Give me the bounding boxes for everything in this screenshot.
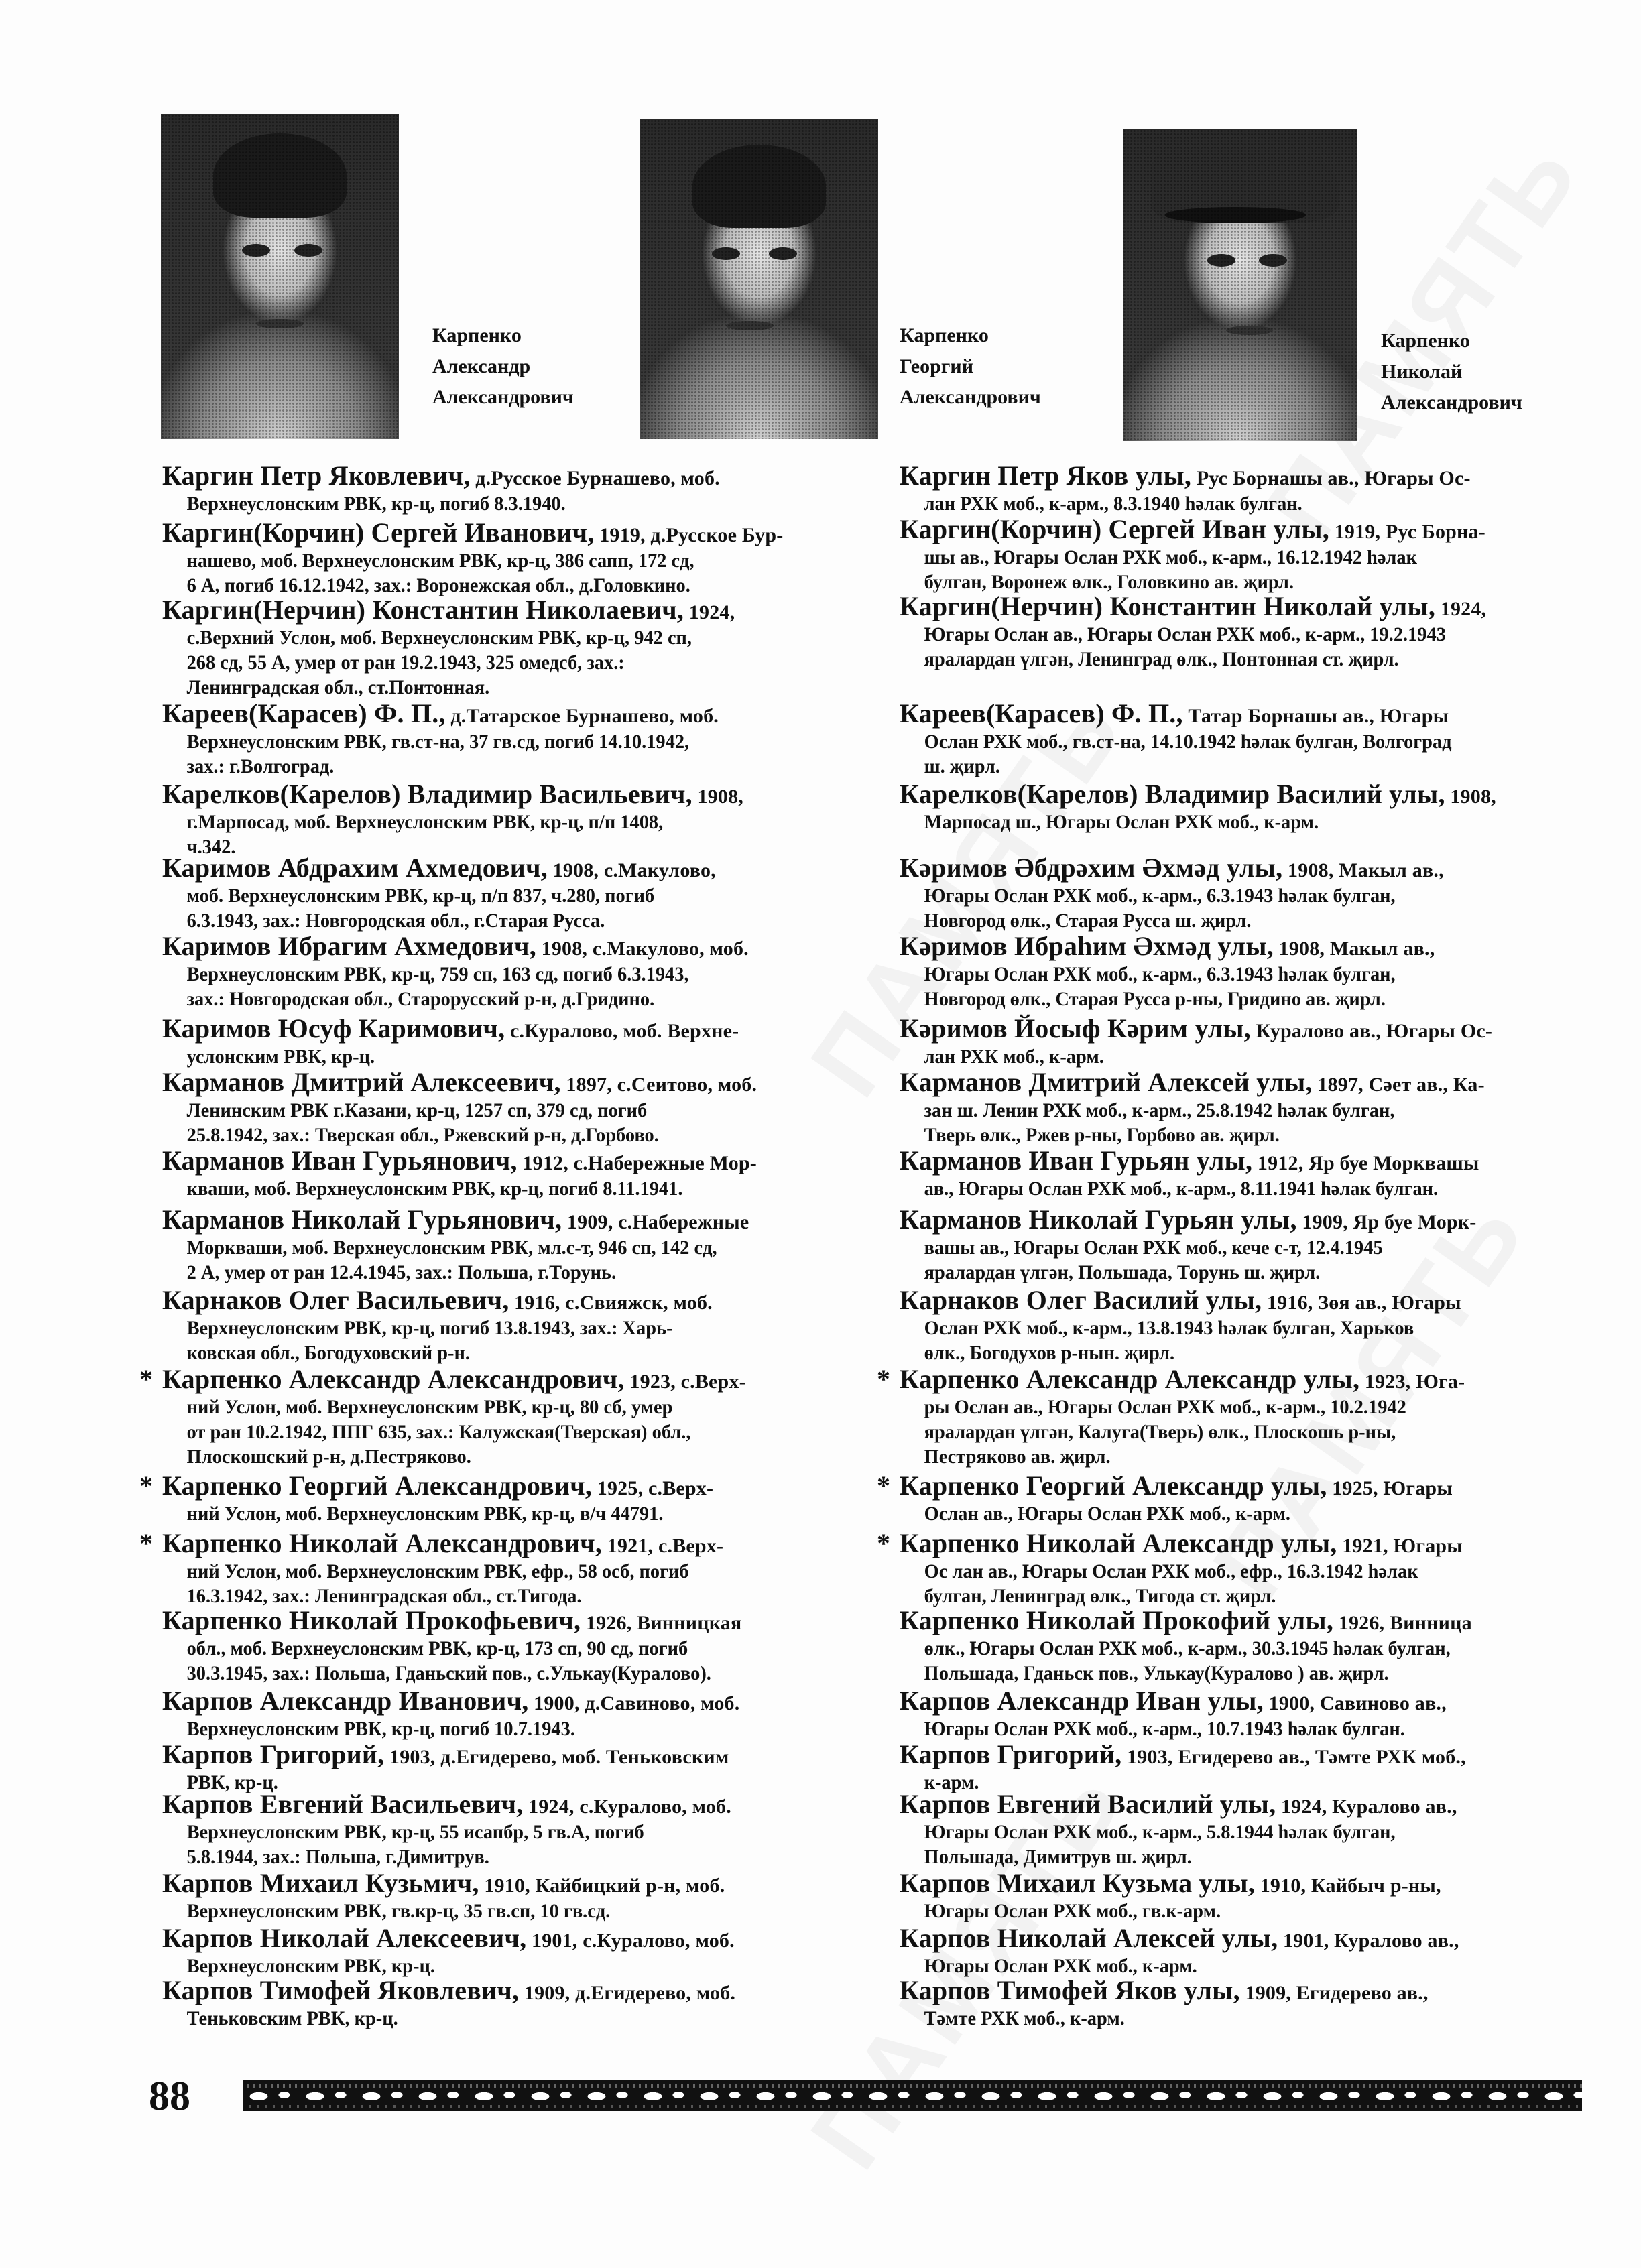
entry-details-line: 6 А, погиб 16.12.1942, зах.: Воронежская обл., д.Головкино. bbox=[186, 575, 690, 596]
entry-details-line: яралардан үлгән, Польшада, Торунь ш. җирл. bbox=[924, 1262, 1321, 1283]
entry-details-line: булган, Ленинград өлк., Тигода ст. җирл. bbox=[924, 1586, 1276, 1607]
person-name: Кареев(Карасев) Ф. П., bbox=[900, 698, 1183, 729]
person-name: Карманов Николай Гурьянович, bbox=[162, 1204, 562, 1235]
portrait-photo-3 bbox=[1123, 129, 1357, 441]
memorial-entry bbox=[900, 1870, 1590, 1924]
person-name: Карпов Александр Иван улы, bbox=[900, 1686, 1264, 1716]
entry-details-line: Верхнеуслонским РВК, гв.ст-на, 37 гв.сд, погиб 14.10.1942, bbox=[186, 731, 690, 753]
entry-heading bbox=[162, 1791, 853, 1820]
memorial-entry bbox=[900, 462, 1590, 517]
entry-heading bbox=[162, 1530, 853, 1560]
entry-details-line: к-арм. bbox=[924, 1772, 979, 1793]
entry-details-start: 1908, bbox=[1445, 785, 1496, 808]
portrait-photo-2 bbox=[640, 119, 878, 439]
entry-details-line: 5.8.1944, зах.: Польша, г.Димитрув. bbox=[186, 1846, 489, 1868]
entry-details-start: 1924, с.Куралово, моб. bbox=[523, 1796, 731, 1818]
person-name: Карпов Евгений Васильевич, bbox=[162, 1789, 524, 1819]
entry-heading bbox=[900, 933, 1590, 962]
entry-details-line: ш. җирл. bbox=[924, 756, 1000, 777]
photo-caption-1: Карпенко Александр Александрович bbox=[432, 324, 574, 408]
memorial-entry bbox=[900, 700, 1590, 779]
entry-details-line: зан ш. Ленин РХК моб., к-арм., 25.8.1942 һәлак булган, bbox=[924, 1100, 1395, 1121]
entry-details-line: обл., моб. Верхнеуслонским РВК, кр-ц, 173 сп, 90 сд, погиб bbox=[186, 1638, 688, 1659]
entry-heading bbox=[162, 1925, 853, 1954]
entry-details-line: г.Марпосад, моб. Верхнеуслонским РВК, кр-ц, п/п 1408, bbox=[186, 812, 664, 833]
portrait-photo-1 bbox=[161, 114, 399, 439]
person-name: Каргин(Корчин) Сергей Иван улы, bbox=[900, 514, 1329, 544]
entry-heading bbox=[900, 1741, 1590, 1771]
entry-details-line: Верхнеуслонским РВК, кр-ц. bbox=[186, 1956, 435, 1977]
person-name: Карпенко Георгий Александр улы, bbox=[900, 1470, 1327, 1501]
asterisk-marker-icon: * bbox=[139, 1528, 153, 1558]
entry-details-start: 1909, Егидерево ав., bbox=[1239, 1982, 1429, 2004]
person-name: Карпов Григорий, bbox=[900, 1739, 1122, 1769]
entry-details-line: Верхнеуслонским РВК, гв.кр-ц, 35 гв.сп, 10 гв.сд. bbox=[186, 1901, 611, 1922]
entry-details-line: Польшада, Димитрув ш. җирл. bbox=[924, 1846, 1192, 1868]
person-name: Кареев(Карасев) Ф. П., bbox=[162, 698, 446, 729]
person-name: Карпенко Николай Прокофьевич, bbox=[162, 1605, 581, 1635]
entry-details-line: шы ав., Югары Ослан РХК моб., к-арм., 16.12.1942 һәлак bbox=[924, 547, 1417, 568]
person-name: Карелков(Карелов) Владимир Василий улы, bbox=[900, 779, 1445, 809]
person-name: Карманов Дмитрий Алексей улы, bbox=[900, 1067, 1313, 1097]
memorial-entry bbox=[162, 1925, 853, 1979]
entry-heading bbox=[162, 1870, 853, 1899]
memorial-entry bbox=[162, 1977, 853, 2031]
memorial-entry bbox=[900, 1688, 1590, 1742]
entry-details-line: с.Верхний Услон, моб. Верхнеуслонским РВК, кр-ц, 942 сп, bbox=[186, 627, 692, 649]
memorial-entry bbox=[900, 1925, 1590, 1979]
entry-details-line: Ослан РХК моб., гв.ст-на, 14.10.1942 һәлак булган, Волгоград bbox=[924, 731, 1452, 753]
entry-details-line: өлк., Югары Ослан РХК моб., к-арм., 30.3.1945 һәлак булган, bbox=[924, 1638, 1451, 1659]
entry-details-line: 25.8.1942, зах.: Тверская обл., Ржевский р-н, д.Горбово. bbox=[186, 1125, 659, 1146]
person-name: Карпенко Николай Прокофий улы, bbox=[900, 1605, 1334, 1635]
entry-heading bbox=[162, 933, 853, 962]
entry-details-start: 1921, Югары bbox=[1337, 1535, 1463, 1557]
person-name: Карпенко Александр Александр улы, bbox=[900, 1364, 1360, 1394]
entry-heading bbox=[162, 1472, 853, 1502]
person-name: Карпенко Николай Александр улы, bbox=[900, 1528, 1337, 1558]
entry-heading bbox=[900, 1607, 1590, 1637]
memorial-entry bbox=[162, 596, 853, 700]
entry-details-line: Ослан ав., Югары Ослан РХК моб., к-арм. bbox=[924, 1503, 1290, 1525]
entry-details-line: Югары Ослан РХК моб., к-арм., 6.3.1943 һәлак булган, bbox=[924, 964, 1396, 985]
memorial-entry bbox=[162, 1147, 853, 1202]
entry-details-line: 30.3.1945, зах.: Польша, Гданьский пов., с.Улькау(Куралово). bbox=[186, 1663, 711, 1684]
entry-details-start: 1900, Савиново ав., bbox=[1263, 1692, 1447, 1714]
entry-heading bbox=[900, 462, 1590, 492]
memorial-entry bbox=[162, 1206, 853, 1285]
entry-details-start: 1925, с.Верх- bbox=[592, 1477, 714, 1499]
entry-details-start: 1910, Кайбыч р-ны, bbox=[1255, 1875, 1441, 1897]
entry-heading bbox=[900, 1287, 1590, 1316]
entry-details-start: 1924, bbox=[1435, 598, 1487, 620]
person-name: Карпов Григорий, bbox=[162, 1739, 385, 1769]
memorial-entry bbox=[900, 781, 1590, 835]
asterisk-marker-icon: * bbox=[139, 1470, 153, 1501]
entry-heading bbox=[162, 1688, 853, 1717]
entry-heading bbox=[162, 700, 853, 730]
memorial-entry bbox=[162, 519, 853, 598]
person-name: Каримов Ибрагим Ахмедович, bbox=[162, 931, 536, 961]
entry-heading bbox=[900, 1791, 1590, 1820]
entry-details-line: ний Услон, моб. Верхнеуслонским РВК, ефр., 58 осб, погиб bbox=[186, 1561, 689, 1582]
entry-details-line: Ленинским РВК г.Казани, кр-ц, 1257 сп, 379 сд, погиб bbox=[186, 1100, 648, 1121]
memorial-entry bbox=[900, 1147, 1590, 1202]
entry-details-line: Новгород өлк., Старая Русса ш. җирл. bbox=[924, 910, 1252, 932]
entry-heading bbox=[900, 516, 1590, 546]
entry-details-line: услонским РВК, кр-ц. bbox=[186, 1046, 375, 1068]
person-name: Карпов Михаил Кузьмич, bbox=[162, 1868, 479, 1898]
entry-details-start: 1909, д.Егидерево, моб. bbox=[519, 1982, 736, 2004]
person-name: Кәримов Ибраһим Әхмәд улы, bbox=[900, 931, 1274, 961]
memorial-entry bbox=[162, 1287, 853, 1366]
entry-details-start: 1916, Зөя ав., Югары bbox=[1262, 1292, 1461, 1314]
entry-details-line: Югары Ослан ав., Югары Ослан РХК моб., к-арм., 19.2.1943 bbox=[924, 624, 1446, 645]
entry-details-line: булган, Воронеж өлк., Головкино ав. җирл. bbox=[924, 572, 1294, 593]
entry-details-line: Ленинградская обл., ст.Понтонная. bbox=[186, 677, 490, 698]
entry-details-line: Верхнеуслонским РВК, кр-ц, 759 сп, 163 сд, погиб 6.3.1943, bbox=[186, 964, 689, 985]
person-name: Каримов Абдрахим Ахмедович, bbox=[162, 853, 548, 883]
entry-heading bbox=[162, 462, 853, 492]
memorial-entry bbox=[162, 1688, 853, 1742]
entry-details-line: зах.: Новгородская обл., Старорусский р-н, д.Гридино. bbox=[186, 989, 655, 1010]
person-name: Карманов Дмитрий Алексеевич, bbox=[162, 1067, 561, 1097]
memorial-entry bbox=[900, 1206, 1590, 1285]
entry-details-line: вашы ав., Югары Ослан РХК моб., кече с-т, 12.4.1945 bbox=[924, 1237, 1383, 1259]
entry-heading bbox=[900, 1472, 1590, 1502]
entry-details-line: Верхнеуслонским РВК, кр-ц, 55 исапбр, 5 гв.А, погиб bbox=[186, 1822, 644, 1843]
entry-details-start: 1909, Яр буе Морк- bbox=[1296, 1211, 1477, 1233]
entry-heading bbox=[900, 1015, 1590, 1045]
entry-details-line: Югары Ослан РХК моб., к-арм., 10.7.1943 һәлак булган. bbox=[924, 1718, 1405, 1740]
entry-heading bbox=[162, 781, 853, 810]
entry-details-start: с.Куралово, моб. Верхне- bbox=[505, 1020, 739, 1042]
entry-heading bbox=[900, 1069, 1590, 1098]
entry-details-line: ав., Югары Ослан РХК моб., к-арм., 8.11.1941 һәлак булган. bbox=[924, 1178, 1439, 1200]
entry-details-start: 1925, Югары bbox=[1327, 1477, 1453, 1499]
entry-heading bbox=[162, 596, 853, 626]
entry-details-line: ковская обл., Богодуховский р-н. bbox=[186, 1342, 470, 1364]
entry-heading bbox=[900, 700, 1590, 730]
entry-details-line: Верхнеуслонским РВК, кр-ц, погиб 8.3.1940. bbox=[186, 493, 566, 515]
entry-details-start: 1912, с.Набережные Мор- bbox=[517, 1152, 757, 1174]
memorial-entry bbox=[900, 1607, 1590, 1686]
entry-details-start: 1921, с.Верх- bbox=[602, 1535, 724, 1557]
memorial-entry bbox=[900, 1741, 1590, 1796]
memorial-entry bbox=[162, 462, 853, 517]
entry-details-line: яралардан үлгән, Ленинград өлк., Понтонная ст. җирл. bbox=[924, 649, 1399, 670]
person-name: Карпов Александр Иванович, bbox=[162, 1686, 529, 1716]
entry-details-start: 1924, Куралово ав., bbox=[1276, 1796, 1457, 1818]
entry-heading bbox=[162, 1287, 853, 1316]
entry-heading bbox=[900, 855, 1590, 884]
entry-details-start: 1908, Макыл ав., bbox=[1282, 859, 1444, 881]
entry-details-start: Куралово ав., Югары Ос- bbox=[1250, 1020, 1493, 1042]
entry-details-line: лан РХК моб., к-арм. bbox=[924, 1046, 1104, 1068]
entry-heading bbox=[900, 1366, 1590, 1395]
memorial-entry bbox=[900, 1287, 1590, 1366]
entry-heading bbox=[162, 1366, 853, 1395]
entry-details-line: Моркваши, моб. Верхнеуслонским РВК, мл.с-т, 946 сп, 142 сд, bbox=[186, 1237, 717, 1259]
entry-details-line: өлк., Богодухов р-нын. җирл. bbox=[924, 1342, 1175, 1364]
entry-details-line: Югары Ослан РХК моб., к-арм., 5.8.1944 һәлак булган, bbox=[924, 1822, 1396, 1843]
entry-details-start: 1901, Куралово ав., bbox=[1278, 1930, 1459, 1952]
person-name: Карпов Николай Алексей улы, bbox=[900, 1923, 1278, 1953]
entry-details-line: ний Услон, моб. Верхнеуслонским РВК, кр-ц, 80 сб, умер bbox=[186, 1397, 673, 1418]
memorial-entry bbox=[162, 855, 853, 934]
person-name: Каргин Петр Яковлевич, bbox=[162, 460, 471, 491]
entry-details-start: 1926, Винница bbox=[1333, 1612, 1472, 1634]
entry-details-line: Ослан РХК моб., к-арм., 13.8.1943 һәлак булган, Харьков bbox=[924, 1318, 1414, 1339]
entry-details-line: кваши, моб. Верхнеуслонским РВК, кр-ц, погиб 8.11.1941. bbox=[186, 1178, 683, 1200]
entry-details-start: 1919, д.Русское Бур- bbox=[594, 524, 784, 546]
entry-details-start: д.Татарское Бурнашево, моб. bbox=[445, 705, 719, 727]
entry-details-line: ний Услон, моб. Верхнеуслонским РВК, кр-ц, в/ч 44791. bbox=[186, 1503, 664, 1525]
person-name: Каримов Юсуф Каримович, bbox=[162, 1013, 505, 1044]
memorial-entry bbox=[162, 700, 853, 779]
person-name: Карнаков Олег Васильевич, bbox=[162, 1285, 509, 1315]
entry-details-line: Югары Ослан РХК моб., к-арм., 6.3.1943 һәлак булган, bbox=[924, 885, 1396, 907]
person-name: Карманов Иван Гурьянович, bbox=[162, 1145, 518, 1176]
entry-heading bbox=[162, 855, 853, 884]
entry-details-line: РВК, кр-ц. bbox=[186, 1772, 278, 1793]
entry-details-start: 1901, с.Куралово, моб. bbox=[526, 1930, 735, 1952]
photo-caption-2: Карпенко Георгий Александрович bbox=[900, 324, 1041, 408]
entry-heading bbox=[162, 1206, 853, 1236]
entry-details-start: 1897, Сәет ав., Ка- bbox=[1312, 1074, 1485, 1096]
memorial-entry bbox=[139, 1364, 853, 1470]
entry-heading bbox=[162, 1015, 853, 1045]
entry-details-start: 1923, Юга- bbox=[1359, 1371, 1465, 1393]
person-name: Кәримов Йосыф Кәрим улы, bbox=[900, 1013, 1251, 1044]
memorial-entry bbox=[162, 1069, 853, 1148]
entry-details-start: Татар Борнашы ав., Югары bbox=[1182, 705, 1449, 727]
entry-heading bbox=[900, 1870, 1590, 1899]
entry-details-start: Рус Борнашы ав., Югары Ос- bbox=[1191, 467, 1471, 489]
entry-heading bbox=[162, 519, 853, 549]
memorial-entry bbox=[877, 1364, 1590, 1470]
entry-details-line: от ран 10.2.1942, ППГ 635, зах.: Калужская(Тверская) обл., bbox=[186, 1422, 691, 1443]
memorial-entry bbox=[900, 1791, 1590, 1870]
entry-details-start: 1916, с.Свияжск, моб. bbox=[509, 1292, 713, 1314]
entry-details-line: Новгород өлк., Старая Русса р-ны, Гридино ав. җирл. bbox=[924, 989, 1386, 1010]
entry-details-line: 2 А, умер от ран 12.4.1945, зах.: Польша, г.Торунь. bbox=[186, 1262, 617, 1283]
person-name: Карпов Тимофей Яков улы, bbox=[900, 1975, 1240, 2005]
entry-details-line: Плоскошский р-н, д.Пестряково. bbox=[186, 1446, 471, 1468]
entry-details-start: 1909, с.Набережные bbox=[562, 1211, 749, 1233]
person-name: Каргин Петр Яков улы, bbox=[900, 460, 1192, 491]
entry-details-line: Пестряково ав. җирл. bbox=[924, 1446, 1111, 1468]
entry-details-line: моб. Верхнеуслонским РВК, кр-ц, п/п 837, ч.280, погиб bbox=[186, 885, 655, 907]
person-name: Карелков(Карелов) Владимир Васильевич, bbox=[162, 779, 692, 809]
entry-details-line: лан РХК моб., к-арм., 8.3.1940 һәлак булган. bbox=[924, 493, 1302, 515]
entry-details-start: 1919, Рус Борна- bbox=[1329, 521, 1485, 543]
entry-heading bbox=[900, 1977, 1590, 2007]
entry-details-line: Югары Ослан РХК моб., гв.к-арм. bbox=[924, 1901, 1221, 1922]
entry-details-start: 1908, с.Макулово, моб. bbox=[536, 938, 749, 960]
person-name: Каргин(Нерчин) Константин Николаевич, bbox=[162, 594, 684, 625]
entry-details-line: Марпосад ш., Югары Ослан РХК моб., к-арм. bbox=[924, 812, 1319, 833]
entry-details-line: Югары Ослан РХК моб., к-арм. bbox=[924, 1956, 1197, 1977]
memorial-entry bbox=[162, 933, 853, 1012]
person-name: Каргин(Корчин) Сергей Иванович, bbox=[162, 517, 595, 548]
entry-heading bbox=[162, 1069, 853, 1098]
memorial-entry bbox=[162, 1607, 853, 1686]
person-name: Карпов Евгений Василий улы, bbox=[900, 1789, 1276, 1819]
entry-details-start: 1897, с.Сеитово, моб. bbox=[560, 1074, 757, 1096]
memorial-entry bbox=[900, 516, 1590, 595]
entry-heading bbox=[900, 593, 1590, 623]
memorial-entry bbox=[900, 1977, 1590, 2031]
entry-heading bbox=[162, 1147, 853, 1177]
entry-details-line: 16.3.1942, зах.: Ленинградская обл., ст.Тигода. bbox=[186, 1586, 582, 1607]
entry-heading bbox=[900, 1147, 1590, 1177]
entry-details-line: яралардан үлгән, Калуга(Тверь) өлк., Плоскошь р-ны, bbox=[924, 1422, 1396, 1443]
memorial-entry bbox=[877, 1528, 1590, 1609]
entry-details-line: Тверь өлк., Ржев р-ны, Горбово ав. җирл. bbox=[924, 1125, 1280, 1146]
entry-heading bbox=[162, 1741, 853, 1771]
entry-details-start: 1908, Макыл ав., bbox=[1273, 938, 1435, 960]
memorial-entry bbox=[900, 1015, 1590, 1070]
person-name: Каргин(Нерчин) Константин Николай улы, bbox=[900, 591, 1436, 621]
person-name: Карнаков Олег Василий улы, bbox=[900, 1285, 1262, 1315]
entry-heading bbox=[900, 781, 1590, 810]
entry-details-start: д.Русское Бурнашево, моб. bbox=[470, 467, 720, 489]
photo-caption-3: Карпенко Николай Александрович bbox=[1381, 330, 1522, 414]
entry-details-start: 1912, Яр буе Морквашы bbox=[1252, 1152, 1479, 1174]
person-name: Карманов Иван Гурьян улы, bbox=[900, 1145, 1253, 1176]
entry-details-line: зах.: г.Волгоград. bbox=[186, 756, 335, 777]
entry-details-line: Ос лан ав., Югары Ослан РХК моб., ефр., 16.3.1942 һәлак bbox=[924, 1561, 1418, 1582]
memorial-entry bbox=[162, 1741, 853, 1796]
entry-details-line: Польшада, Гданьск пов., Улькау(Куралово ) ав. җирл. bbox=[924, 1663, 1389, 1684]
entry-details-line: нашево, моб. Верхнеуслонским РВК, кр-ц, 386 сапп, 172 сд, bbox=[186, 550, 694, 572]
entry-heading bbox=[162, 1977, 853, 2007]
entry-details-start: 1908, bbox=[692, 785, 743, 808]
entry-details-line: ч.342. bbox=[186, 836, 236, 858]
memorial-entry bbox=[162, 1015, 853, 1070]
memorial-entry bbox=[162, 1791, 853, 1870]
entry-details-line: 6.3.1943, зах.: Новгородская обл., г.Старая Русса. bbox=[186, 910, 605, 932]
entry-heading bbox=[900, 1530, 1590, 1560]
person-name: Карпенко Георгий Александрович, bbox=[162, 1470, 593, 1501]
person-name: Карпенко Николай Александрович, bbox=[162, 1528, 603, 1558]
memorial-entry bbox=[139, 1528, 853, 1609]
asterisk-marker-icon: * bbox=[877, 1528, 890, 1558]
person-name: Карпенко Александр Александрович, bbox=[162, 1364, 625, 1394]
memorial-entry bbox=[139, 1470, 853, 1527]
entry-details-start: 1910, Кайбицкий р-н, моб. bbox=[479, 1875, 725, 1897]
entry-details-line: Верхнеуслонским РВК, кр-ц, погиб 13.8.1943, зах.: Харь- bbox=[186, 1318, 673, 1339]
memorial-entry bbox=[900, 855, 1590, 934]
entry-details-line: Верхнеуслонским РВК, кр-ц, погиб 10.7.1943. bbox=[186, 1718, 575, 1740]
entry-heading bbox=[162, 1607, 853, 1637]
asterisk-marker-icon: * bbox=[139, 1364, 153, 1394]
entry-details-line: 268 сд, 55 А, умер от ран 19.2.1943, 325 омедсб, зах.: bbox=[186, 652, 625, 674]
asterisk-marker-icon: * bbox=[877, 1470, 890, 1501]
entry-heading bbox=[900, 1206, 1590, 1236]
entry-details-start: 1900, д.Савиново, моб. bbox=[528, 1692, 740, 1714]
memorial-entry bbox=[877, 1470, 1590, 1527]
entry-details-start: 1903, д.Егидерево, моб. Теньковским bbox=[384, 1746, 729, 1768]
memorial-entry bbox=[162, 781, 853, 860]
entry-details-line: Тәмте РХК моб., к-арм. bbox=[924, 2008, 1125, 2029]
entry-details-start: 1903, Егидерево ав., Тәмте РХК моб., bbox=[1121, 1746, 1466, 1768]
ornamental-border bbox=[243, 2080, 1582, 2111]
person-name: Карманов Николай Гурьян улы, bbox=[900, 1204, 1297, 1235]
page-number: 88 bbox=[149, 2074, 190, 2119]
memorial-entry bbox=[900, 593, 1590, 672]
entry-details-start: 1908, с.Макулово, bbox=[547, 859, 716, 881]
entry-heading bbox=[900, 1925, 1590, 1954]
asterisk-marker-icon: * bbox=[877, 1364, 890, 1394]
entry-details-start: 1923, с.Верх- bbox=[624, 1371, 746, 1393]
entry-heading bbox=[900, 1688, 1590, 1717]
person-name: Кәримов Әбдрәхим Әхмәд улы, bbox=[900, 853, 1283, 883]
memorial-entry bbox=[900, 1069, 1590, 1148]
person-name: Карпов Михаил Кузьма улы, bbox=[900, 1868, 1256, 1898]
entry-details-line: ры Ослан ав., Югары Ослан РХК моб., к-арм., 10.2.1942 bbox=[924, 1397, 1406, 1418]
memorial-entry bbox=[162, 1870, 853, 1924]
entry-details-start: 1924, bbox=[684, 601, 735, 623]
person-name: Карпов Николай Алексеевич, bbox=[162, 1923, 527, 1953]
memorial-entry bbox=[900, 933, 1590, 1012]
person-name: Карпов Тимофей Яковлевич, bbox=[162, 1975, 520, 2005]
entry-details-start: 1926, Винницкая bbox=[581, 1612, 742, 1634]
entry-details-line: Теньковским РВК, кр-ц. bbox=[186, 2008, 398, 2029]
